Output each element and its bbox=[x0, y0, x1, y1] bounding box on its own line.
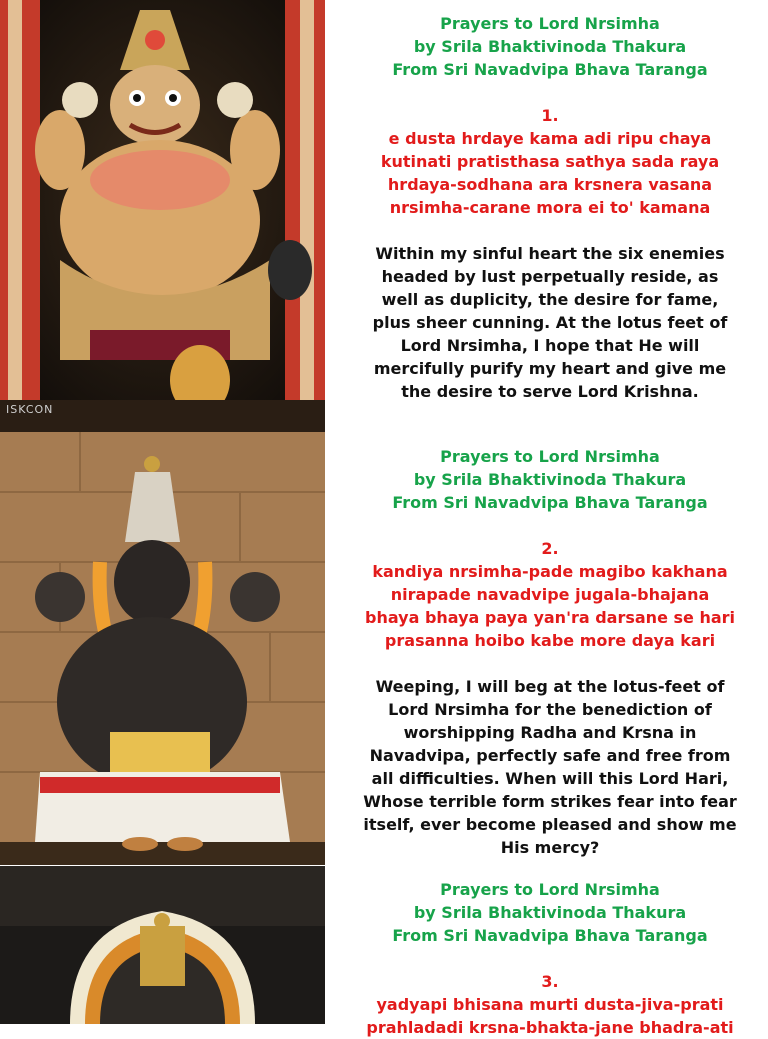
translation-line: Lord Nrsimha, I hope that He will bbox=[400, 336, 700, 355]
section-source-line: From Sri Navadvipa Bhava Taranga bbox=[392, 926, 708, 945]
verse-line: prasanna hoibo kabe more daya kari bbox=[384, 631, 716, 650]
deity-photo-3 bbox=[0, 866, 325, 1024]
watermark-text: ISKCON bbox=[6, 403, 54, 416]
section-author-line: by Srila Bhaktivinoda Thakura bbox=[413, 37, 687, 56]
translation-line: headed by lust perpetually reside, as bbox=[381, 267, 719, 286]
verse-line: nrsimha-carane mora ei to' kamana bbox=[389, 198, 711, 217]
translation-line: plus sheer cunning. At the lotus feet of bbox=[372, 313, 728, 332]
verse-line: e dusta hrdaye kama adi ripu chaya bbox=[388, 129, 712, 148]
verse-line: kutinati pratisthasa sathya sada raya bbox=[380, 152, 720, 171]
deity-photo-2 bbox=[0, 432, 325, 865]
translation-line: worshipping Radha and Krsna in bbox=[403, 723, 697, 742]
verse-number: 2. bbox=[541, 539, 559, 558]
verse-line: yadyapi bhisana murti dusta-jiva-prati bbox=[376, 995, 724, 1014]
translation-line: all difficulties. When will this Lord Hari, bbox=[371, 769, 729, 788]
deity-photo-1 bbox=[0, 0, 325, 432]
translation-line: well as duplicity, the desire for fame, bbox=[381, 290, 719, 309]
verse-line: nirapade navadvipe jugala-bhajana bbox=[390, 585, 710, 604]
translation-line: Whose terrible form strikes fear into fear bbox=[363, 792, 737, 811]
prayer-section-3 bbox=[352, 878, 748, 1039]
section-author-line: by Srila Bhaktivinoda Thakura bbox=[413, 470, 687, 489]
verse-line: bhaya bhaya paya yan'ra darsane se hari bbox=[365, 608, 735, 627]
translation-line: itself, ever become pleased and show me bbox=[363, 815, 737, 834]
translation-line: Weeping, I will beg at the lotus-feet of bbox=[375, 677, 725, 696]
verse-line: kandiya nrsimha-pade magibo kakhana bbox=[372, 562, 728, 581]
translation-line: Within my sinful heart the six enemies bbox=[375, 244, 725, 263]
prayer-section-2 bbox=[352, 445, 748, 859]
section-title-line: Prayers to Lord Nrsimha bbox=[440, 880, 660, 899]
translation-line: His mercy? bbox=[500, 838, 600, 857]
prayer-section-1 bbox=[352, 12, 748, 403]
verse-number: 1. bbox=[541, 106, 559, 125]
verse-line: hrdaya-sodhana ara krsnera vasana bbox=[387, 175, 713, 194]
translation-line: Navadvipa, perfectly safe and free from bbox=[369, 746, 731, 765]
translation-line: Lord Nrsimha for the benediction of bbox=[388, 700, 712, 719]
verse-number: 3. bbox=[541, 972, 559, 991]
section-title-line: Prayers to Lord Nrsimha bbox=[440, 14, 660, 33]
verse-line: prahladadi krsna-bhakta-jane bhadra-ati bbox=[366, 1018, 734, 1037]
section-author-line: by Srila Bhaktivinoda Thakura bbox=[413, 903, 687, 922]
section-source-line: From Sri Navadvipa Bhava Taranga bbox=[392, 493, 708, 512]
translation-line: the desire to serve Lord Krishna. bbox=[401, 382, 699, 401]
translation-line: mercifully purify my heart and give me bbox=[373, 359, 727, 378]
section-source-line: From Sri Navadvipa Bhava Taranga bbox=[392, 60, 708, 79]
section-title-line: Prayers to Lord Nrsimha bbox=[440, 447, 660, 466]
